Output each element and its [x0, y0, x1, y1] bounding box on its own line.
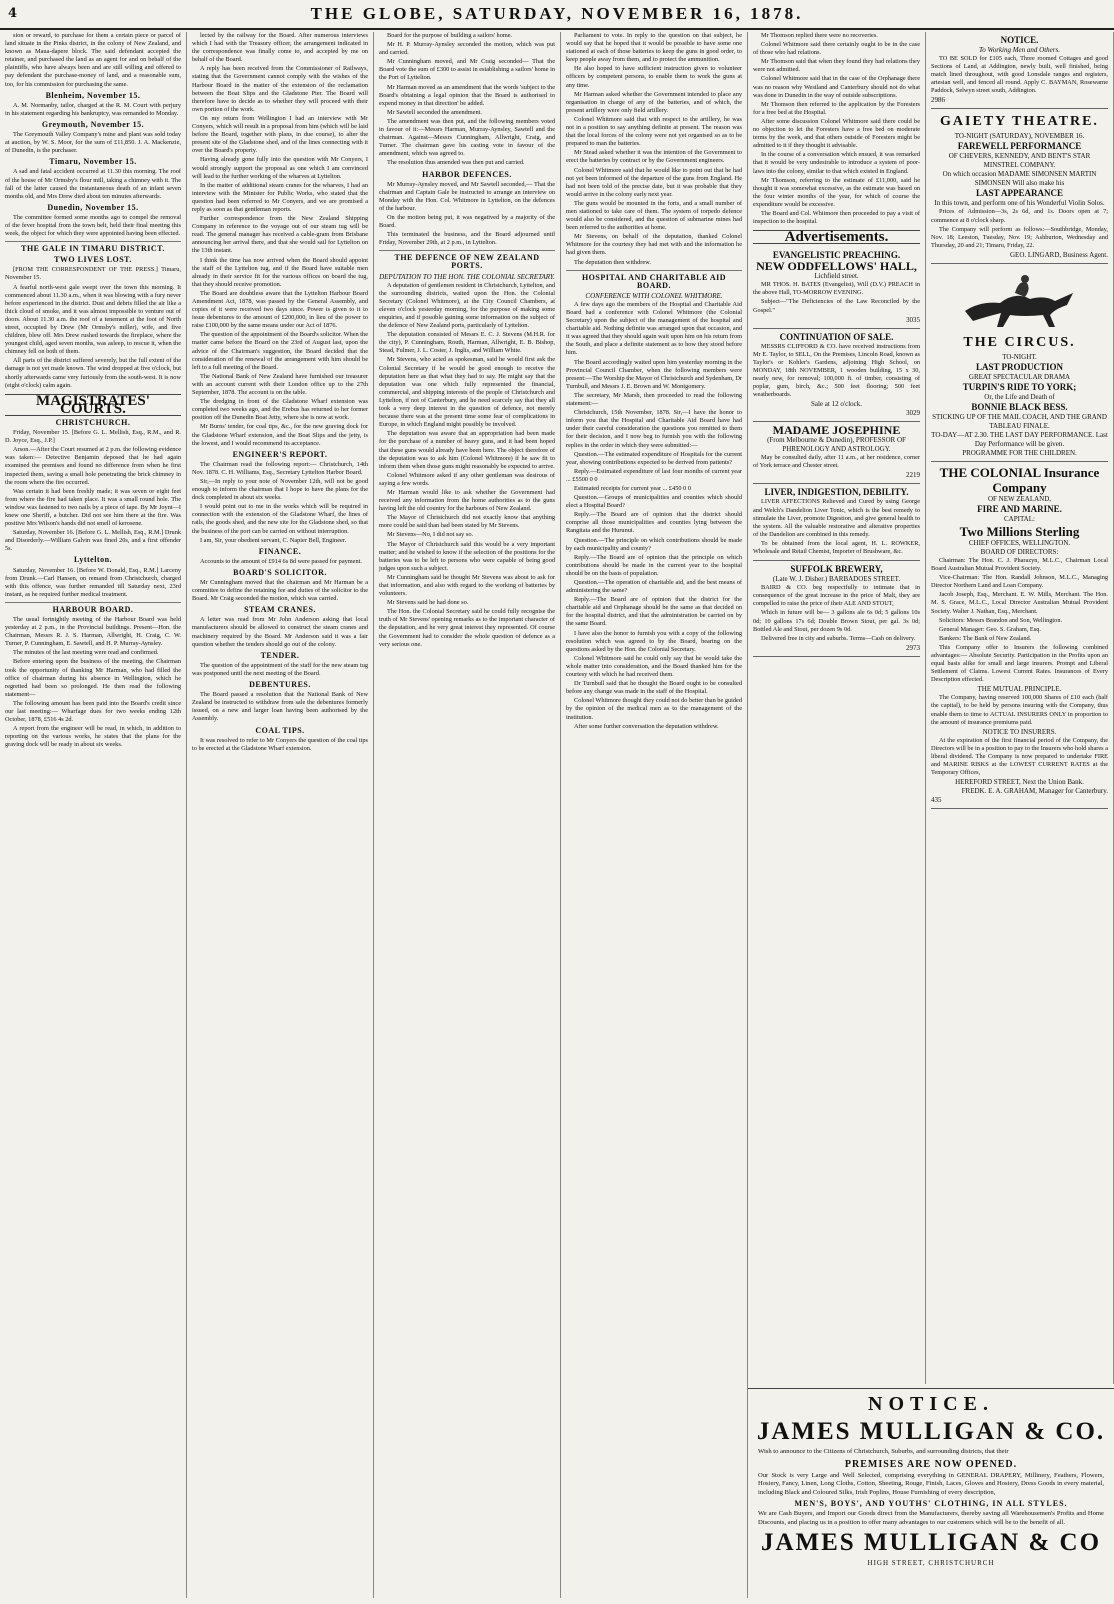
article-paragraph: Mr Stevens, who acted as spokesman, said he would first ask the Colonial Secretary if he would be good enough to receive the deputation here as that what they had to say. He might say that the deputation was one which fully represented the financial, commercial, and shipping interests of the people of Christchurch and Lyttelton, if not of Canterbury, and he need scarcely say that they all took a very deep interest in the question of defence, not merely because there was at the present time some fear of complications in Europe, in which England might possibly be involved. [379, 356, 555, 429]
article-subheadline: FINANCE. [258, 546, 302, 556]
article-paragraph: Mr Harman moved as an amendment that the words 'subject to the Board's obtaining a legal opinion that the Board is authorised to expend money in that direction' be added. [379, 83, 555, 107]
dateline: Greymouth, November 15. [41, 119, 145, 129]
dateline: Blenheim, November 15. [45, 90, 141, 100]
article-paragraph: Reply.—The Board are of opinion that the district for the charitable aid and Orphanage should be the same as that decided on for the hospital district, and that the administration be carried on by the same Board. [566, 596, 742, 628]
article-paragraph: The Hon. the Colonial Secretary said he could fully recognise the truth of Mr Stevens' opening remarks as to the important character of the deputation, and he very great interest they represented. Of course the Government had to consider the whole question of defence as a very serious one. [379, 608, 555, 648]
article-paragraph: Colonel Whitmore said that with respect to the artillery, he was not in a position to say anything definite at present. The reason was that the local forces of the colony were not yet organised so as to be prepared to man the batteries. [566, 115, 742, 148]
ad-heading: CONTINUATION OF SALE. [779, 331, 894, 342]
article-paragraph: I think the time has now arrived when the Board should appoint the staff of the Lyttelton tug, and if the Board have suitable men already in their service fit for the various offices on board the tug, that they should receive promotion. [192, 256, 368, 288]
article-subheadline: STEAM CRANES. [244, 605, 316, 615]
article-paragraph: [FROM THE CORRESPONDENT OF THE PRESS.] Timaru, November 15. [5, 266, 181, 282]
ad-text: CHIEF OFFICES, WELLINGTON. [968, 538, 1071, 547]
article-paragraph: The National Bank of New Zealand have furnished our treasurer with an account current with their London office up to the 27th September, 1878. The account is on the table. [192, 372, 368, 397]
ad-number: 2973 [906, 643, 920, 652]
article-subheadline: ENGINEER'S REPORT. [232, 449, 328, 459]
ad-text: To be obtained from the local agent, H. L. ROWKER, Wholesale and Retail Chemist, Importer of Brushware, &c. [753, 539, 920, 556]
ad-gaiety-theatre [931, 109, 1108, 263]
ad-text: BOARD OF DIRECTORS: [980, 547, 1059, 556]
article-subheadline: TENDER. [260, 650, 300, 660]
article-paragraph: Arson.—After the Court resumed at 2 p.m. the following evidence was taken:— Detective Benjamin deposed that he had again examined the premises and found no difference from when he first inspected them, saving a small hole penetrating the brick chimney in the room where the fire occurred. [5, 446, 181, 486]
article-paragraph: Colonel Whitmore said that in the case of the Orphanage there was no reason why Westland and Canterbury should not do what was done in Dunedin in the way of outside subscriptions. [753, 75, 920, 99]
ad-heading: LAST PRODUCTION [975, 361, 1064, 372]
article-paragraph: Mr Thomson, referring to the estimate of £11,000, said he thought it was somewhat excessive, as the estimate was based on the four winter months of the year, for which of course the expenditure would be excessive. [753, 176, 920, 208]
ad-heading: BONNIE BLACK BESS. [971, 401, 1068, 412]
newspaper-title: THE GLOBE, SATURDAY, NOVEMBER 16, 1878. [310, 4, 804, 23]
article-paragraph: Colonel Whitmore said he could only say that he would take the whole matter into consideration, and the Board thanked him for the courtesy with which he had received them. [566, 654, 742, 679]
article-paragraph: A. M. Normanby, tailor, charged at the R. M. Court with perjury in his statement regarding his bankruptcy, was remanded to Monday. [5, 101, 181, 117]
article-paragraph: Sir,—In reply to your note of November 12th, will not be good enough to inform the chairman that I hope to have the plans for the dock completed in about six weeks. [192, 477, 368, 502]
ad-heading: PREMISES ARE NOW OPENED. [844, 1458, 1018, 1470]
article-paragraph: A fearful north-west gale swept over the town this morning. It commenced about 11.30 a.m., when it was blowing with a fury never before experienced in the district. Dust and debris filled the air like a thick cloud of smoke, and it was almost impossible to venture out of doors. About 11.30 a.m. the roof of a tenement at the foot of North street, occupied by Drew (Mr Ormsby's miller), wife, and five children, blew off. Mrs Drew rushed towards the fireplace, where the youngest child, aged seven months, was asleep, to rescue it, when the chimney fell on both of them. [5, 283, 181, 356]
dateline: Timaru, November 15. [49, 157, 137, 167]
article-paragraph: The guns would be mounted in the forts, and a small number of men stationed to take care of them. The system of torpedo defence would also be considered, and the question of submarine mines had been referred to the authorities at home. [566, 199, 742, 232]
ad-title: MADAME JOSEPHINE [772, 423, 901, 438]
article-paragraph: Colonel Whitmore thought they could not do better than be guided by the opinion of the medical men as to the management of the institution. [566, 697, 742, 721]
article-paragraph: Further correspondence from the New Zealand Shipping Company in reference to the voyage out of our steam tug will be read. The general manager has received a cable-gram from Brisbane announcing her arrival there, and that she would sail for Lyttelton on the 13th instant. [192, 215, 368, 255]
article-subheadline: HARBOR DEFENCES. [422, 169, 512, 179]
ad-heading: MEN'S, BOYS', AND YOUTHS' CLOTHING, IN ALL STYLES. [794, 1499, 1068, 1508]
article-subheadline: DEPUTATION TO THE HON. THE COLONIAL SECRETARY. [379, 272, 555, 281]
article-paragraph: Parliament to vote. In reply to the question on that subject, he would say that he hoped that it would be possible to have some one stationed at each of those batteries to keep the guns in good order, to keep people away from them, and to protect the ammunition. [566, 32, 742, 64]
article-paragraph: He also hoped to have sufficient instruction given to volunteer officers by competent persons, to enable them to work the guns at any time. [566, 65, 742, 89]
ad-text: BAIRD & CO. beg respectfully to intimate that in consequence of the great increase in the price of Malt, they are compelled to raise the price of their ALE AND STOUT, [753, 584, 920, 608]
ad-text: Which in future will be— 3 gallons ale 6s 0d; 5 gallons 10s 0d; 10 gallons 17s 6d; Double Brown Stout, per gal. 3s 0d; Bottled Ale and Stout, per dozen 9s 0d. [753, 609, 920, 633]
column-4 [561, 32, 748, 1598]
page-number: 4 [8, 6, 18, 21]
article-paragraph: sion or reward, to purchase for them a certain piece or parcel of land situate in the Pinks district, in the colony of New Zealand, and known as Maua-dapere block. The said defendant accepted the retainer, and purchased the land as an agent for and on behalf of the plaintiffs, who have always been and are still willing and offered to pay defendant the purchase-money of land, and a reasonable sum, too, for his commission for purchasing the same. [5, 32, 181, 88]
article-paragraph: Mr Cunningham said he thought Mr Stevens was about to ask for that information, and also with regard to the working of batteries by volunteers. [379, 573, 555, 598]
ad-subtitle: To Working Men and Others. [979, 46, 1060, 54]
ad-text: Our Stock is very Large and Well Selected, comprising everything in GENERAL DRAPERY, Millinery, Feathers, Flowers, Hosiery, Fancy, Linen, Long Cloths, Cotton, Sheeting, Rouge, Finish, Laces, Gloves and Hosiery, Dress Goods in every material, including Black and Coloured Silks, Irish Poplins, House Furnishing of every description, [758, 1471, 1104, 1496]
article-paragraph: Colonel Whitmore said there certainly ought to be in the case of those who had relations. [753, 41, 920, 57]
article-subheadline: DEBENTURES. [249, 680, 311, 690]
ad-text: PROGRAMME FOR THE CHILDREN. [962, 448, 1077, 457]
ad-text: Wish to announce to the Citizens of Christchurch, Suburbs, and surrounding districts, that their [758, 1448, 1009, 1455]
article-paragraph: Mr Thomson replied there were no recoveries. [761, 32, 878, 39]
ad-heading: EVANGELISTIC PREACHING. [772, 250, 901, 261]
article-paragraph: Mr Stead asked whether it was the intention of the Government to erect the batteries by contract or by the Government engineers. [566, 149, 742, 165]
ad-text: MR THOS. H. BATES (Evangelist), Will (D.V.) PREACH in the above Hall, TO-MORROW EVENING. [753, 281, 920, 297]
article-paragraph: The question of the appointment of the Board's solicitor. When the matter came before the Board on the 23rd of August last, upon the advice of the Chairman's suggestion, the Board decided that the consideration of the renewal of the arrangement with him should be left to a full meeting of the Board. [192, 331, 368, 371]
article-paragraph: The Board passed a resolution that the National Bank of New Zealand be instructed to withdraw from sale the debentures formerly issued, on a new and larger loan having been authorised by the Assembly. [192, 691, 368, 723]
article-paragraph: The resolution thus amended was then put and carried. [387, 159, 525, 167]
ad-subtitle: OF NEW ZEALAND, [987, 494, 1052, 503]
ad-address: HIGH STREET, CHRISTCHURCH [867, 1559, 995, 1567]
article-paragraph: The usual fortnightly meeting of the Harbour Board was held yesterday at 2 p.m., in the Provincial buildings. Present—Hon. the Chairman, Messrs R. J. S. Harman, Allwright, H. Craig, C. W. Turner, P. Cunningham, E. Sawtell, and H. P. Murray-Aynsley. [5, 616, 181, 648]
article-subheadline: Lyttelton. [73, 555, 113, 565]
ad-firm-name: JAMES MULLIGAN & CO [760, 1529, 1102, 1556]
article-paragraph: Question.—The principle on which contributions should be made by each municipality and county? [566, 536, 742, 552]
article-paragraph: In the matter of additional steam cranes for the wharves, I had an interview with the Minister for Public Works, who stated that the question had been referred to Mr Conyers, and we are promised a reply as soon as that gentleman reports. [192, 181, 368, 213]
ad-text: Sale at 12 o'clock. [810, 400, 863, 409]
article-paragraph: After some discussion Colonel Whitmore said there could be no objection to let the Foresters have a free bed on moderate terms by the week, and that others outside of Foresters might be admitted to it if they thought it advisable. [753, 117, 920, 150]
article-subheadline: BOARD'S SOLICITOR. [233, 567, 327, 577]
article-paragraph: I am, Sir, your obedient servant, C. Napier Bell, Engineer. [200, 536, 347, 544]
article-paragraph: I would point out to me in the works which will be required in connection with the extension of the Gladstone Wharf, the lines of rails, the goods shed, and the new site for the Gladstone shed, so that the business of the port can be carried on without interruption. [192, 503, 368, 535]
ad-text: Prices of Admission—3s, 2s 6d, and 1s. Doors open at 7; commence at 8 o'clock sharp. [931, 208, 1108, 224]
section-headline: Advertisements. [753, 230, 920, 244]
article-paragraph: Mr Cunningham moved that the chairman and Mr Harman be a committee to define the retaining fee and duties of the solicitor to the Board. Mr Craig seconded the motion, which was carried. [192, 579, 368, 603]
ad-text: At the expiration of the first financial period of the Company, the Directors will be in a position to pay to the Insurers who hold shares a liberal dividend. The Company is now prepared to undertake FIRE and MARINE RISKS at the LOWEST CURRENT RATES at the Temporary Offices, [931, 736, 1108, 777]
dateline: Dunedin, November 15. [47, 202, 139, 212]
ad-evangelistic [753, 247, 920, 328]
article-paragraph: A reply has been received from the Commissioner of Railways, stating that the Government cannot comply with the wishes of the Harbour Board in the matter of the extension of the reclamation between the Boat Slips and the Gladstone Pier. The Board will therefore have to decide as to whether they will proceed with their own portion of the work. [192, 65, 368, 113]
masthead [0, 0, 1114, 30]
article-headline: THE GALE IN TIMARU DISTRICT. [21, 244, 165, 254]
article-paragraph: Accounts to the amount of £914 6s 8d were passed for payment. [200, 557, 362, 565]
ad-madame [753, 422, 920, 484]
article-headline: THE DEFENCE OF NEW ZEALAND PORTS. [394, 253, 540, 271]
ad-title: LIVER, INDIGESTION, DEBILITY. [764, 487, 909, 498]
ad-text: LIVER AFFECTIONS Relieved and Cured by using George and Welch's Dandelion Liver Tonic, which is the best remedy to stimulate the Liver, promote Digestion, and give general health to the system. All the valuable restorative and alterative properties of the Dandelion are combined in this remedy. [753, 498, 920, 538]
article-paragraph: The Board accordingly waited upon him yesterday morning in the Provincial Council Chamber, when the following members were present:—The Worship the Mayor of Christchurch and Sydenham, Dr Turnbull, and Messrs J. E. Brown and W. Montgomery. [566, 358, 742, 390]
ad-firm-name: JAMES MULLIGAN & CO. [756, 1418, 1106, 1445]
ad-date: TO-NIGHT (SATURDAY), NOVEMBER 16. [954, 132, 1085, 141]
ad-heading: LAST APPEARANCE [975, 188, 1064, 199]
ad-text: In this town, and perform one of his Wonderful Violin Solos. [934, 199, 1105, 208]
article-paragraph: A sad and fatal accident occurred at 11.30 this morning. The roof of the house of Mr Ormsby's flour mill, taking a chimney with it. The fall of the latter caused the instantaneous death of an infant seven months old, and Mrs Drew died about ten minutes afterwards. [5, 168, 181, 200]
ad-text: Jacob Joseph, Esq., Merchant. E. W. Mills, Merchant. The Hon. M. S. Grace, M.L.C., Local Director Australian Mutual Provident Society. Walter J. Nathan, Esq., Merchant. [931, 591, 1108, 615]
article-paragraph: Mr Cunningham moved, and Mr Craig seconded— That the Board vote the sum of £300 to assist in establishing a sailors' home in the Port of Lyttelton. [379, 58, 555, 82]
article-paragraph: The committee formed some months ago to compel the removal of the fever hospital from the town belt, held their final meeting this week, the object for which they were appointed having been effected. [5, 213, 181, 238]
article-paragraph: Saturday, November 16. [Before G. L. Mellish, Esq., R.M.] Drunk and Disorderly.—William Galvin was fined 20s, and a first offender 5s. [5, 529, 181, 553]
article-paragraph: The dredging in front of the Gladstone Wharf extension was completed two weeks ago, and the Erebus has returned to her former position off the Dunedin Boat Jetty, where she is now at work. [192, 398, 368, 422]
section-headline: MAGISTRATES' COURTS. [5, 394, 181, 416]
article-paragraph: Mr Stevens, on behalf of the deputation, thanked Colonel Whitmore for the courtesy they had met with and the information he had given them. [566, 233, 742, 257]
column-2 [187, 32, 374, 1598]
ad-suffolk [753, 561, 920, 657]
ad-text: This Company offer to Insurers the following combined advantages:— Absolute Security. Participation in the Profits upon an equal basis alike for small and large insurers. Prompt and Liberal Settlement of Claims. Lowest Current Rates. Insurances of Every Description effected. [931, 643, 1108, 684]
ad-text: General Manager: Geo. S. Graham, Esq. [939, 625, 1041, 633]
ad-text: TO-DAY—AT 2.30. THE LAST DAY PERFORMANCE. Last Day Performance will be given. [931, 430, 1108, 448]
ad-text: Delivered free in city and suburbs. Terms—Cash on delivery. [761, 634, 916, 642]
article-paragraph: Saturday, November 16. [Before W. Donald, Esq., R.M.] Larceny from Drunk.—Carl Hansen, on remand from Christchurch, charged with this offence, was further remanded till Saturday next, 23rd instant, as he required further medical treatment. [5, 566, 181, 598]
article-paragraph: Before entering upon the business of the meeting, the Chairman took the opportunity of thanking Mr Harman, who had filled the office of chairman during his absence in Wellington, which he regretted had been so prolonged. He then read the following statement— [5, 658, 181, 698]
ad-cottages [931, 32, 1108, 109]
article-paragraph: The deputation then withdrew. [574, 258, 651, 266]
article-paragraph: Reply.—The Board are of opinion that the principle on which contributions should be made in the current year to the hospital should be on the basis of population. [566, 553, 742, 577]
article-paragraph: A report from the engineer will be read, in which, in addition to reporting on the various works, he states that the plans for the graving dock will be ready in about six weeks. [5, 725, 181, 749]
ad-mulligan [748, 1388, 1114, 1599]
ad-text: May be consulted daily, after 11 a.m., at her residence, corner of York terrace and Chester street. [753, 454, 920, 470]
article-paragraph: The Board and Col. Whitmore then proceeded to pay a visit of inspection to the hospital. [753, 209, 920, 226]
article-paragraph: A letter was read from Mr John Anderson asking that local manufacturers should be allowed to construct the steam cranes and machinery required by the Board. Mr Anderson said it was a fair question whether the tenders should go out of the colony. [192, 616, 368, 648]
article-paragraph: A deputation of gentlemen resident in Christchurch, Lyttelton, and the surrounding districts, waited upon the Hon. the Colonial Secretary (Colonel Whitmore), at the City Council Chambers, at eleven o'clock yesterday morning, for the purpose of making some enquiries, and if possible gaining some information on the subject of the defence of New Zealand ports, particularly of Lyttelton. [379, 281, 555, 330]
ad-label: CAPITAL: [1004, 514, 1035, 523]
ad-liver [753, 484, 920, 561]
article-paragraph: All parts of the district suffered severely, but the full extent of the damage is not yet made known. The wind dropped at five o'clock, but shortly afterwards came very furiously from the south-west. It is now (eight o'clock) calm again. [5, 357, 181, 389]
article-paragraph: On the motion being put, it was negatived by a majority of the Board. [379, 213, 555, 230]
ad-circus [931, 264, 1108, 462]
article-paragraph: Dr Turnbull said that he thought the Board ought to be consulted before any change was made in the staff of the Hospital. [566, 680, 742, 696]
ad-text: STICKING UP OF THE MAIL COACH, AND THE GRAND TABLEAU FINALE. [932, 412, 1107, 430]
article-paragraph: Mr Murray-Aynsley moved, and Mr Sawtell seconded,— That the chairman and Captain Gale be instructed to arrange an interview on Monday with the Hon. Col. Whitmore in Lyttelton, on the defences of the harbour. [379, 180, 555, 212]
article-paragraph: Colonel Whitmore asked if any other gentleman was desirous of saying a few words. [379, 471, 555, 487]
article-paragraph: Question.—Groups of municipalities and counties which should elect a Hospital Board? [566, 494, 742, 510]
ad-title: SUFFOLK BREWERY, [790, 564, 883, 575]
article-paragraph: Having already gone fully into the question with Mr Conyers, I would strongly support the proposal as one which I am convinced will lead to the further working of the wharves at Lyttelton. [192, 156, 368, 180]
article-paragraph: Mr Stevens—No, I did not say so. [387, 531, 474, 539]
ad-text: Or, the Life and Death of [984, 392, 1055, 401]
article-paragraph: I have also the honor to furnish you with a copy of the following resolution which was agreed to by the Board, bearing on the questions asked by the Hon. the Colonial Secretary. [566, 629, 742, 653]
ad-text: On which occasion MADAME SIMONSEN MARTIN SIMONSEN Will also make his [942, 170, 1097, 188]
ad-heading: TURPIN'S RIDE TO YORK; [962, 381, 1077, 392]
ad-heading: Two Millions Sterling [959, 523, 1080, 539]
article-paragraph: Question.—The estimated expenditure of Hospitals for the current year, showing contributions expected to be derived from patients? [566, 450, 742, 466]
article-paragraph: A few days ago the members of the Hospital and Charitable Aid Board had a conference with Colonel Whitmore (the Colonial Secretary) upon the subject of the management of the hospital and charitable aid. Nothing definite was arranged upon that occasion, and it was agreed that they should again wait upon him on his return from the South, and place a definite statement as to how they stood before him. [566, 300, 742, 357]
ad-text: Solicitors: Messrs Brandon and Son, Wellington. [939, 616, 1063, 624]
ad-heading: THE MUTUAL PRINCIPLE. [977, 685, 1062, 694]
article-headline: HOSPITAL AND CHARITABLE AID BOARD. [581, 272, 727, 290]
article-paragraph: Question.—The operation of charitable aid, and the best means of administering the same? [566, 579, 742, 595]
ad-subtitle: Lichfield street. [814, 272, 859, 281]
ad-notice-title: NOTICE. [868, 1393, 994, 1415]
article-paragraph: Mr Thomson then referred to the application by the Foresters for a free bed at the Hospital. [753, 100, 920, 116]
ad-title: NOTICE. [1000, 35, 1039, 45]
article-paragraph: This terminated the business, and the Board adjourned until Friday, November 29th, at 2 p.m., in Lyttelton. [379, 231, 555, 247]
ad-number: 3035 [906, 315, 920, 324]
divider [379, 250, 555, 251]
ad-title: THE CIRCUS. [963, 334, 1076, 350]
divider [5, 602, 181, 603]
article-paragraph: Mr Thomson said that when they found they had relations they were not admitted. [753, 58, 920, 74]
ad-text: The Company, having reserved 100,000 Shares of £10 each (half the capital), to be held by persons insuring with the Company, thus enable them to time to ACTUAL INSURERS ONLY in proportion to the amount of insurance premiums paid. [931, 694, 1108, 726]
ad-subtitle: (From Melbourne & Dunedin), PROFESSOR OF PHRENOLOGY AND ASTROLOGY. [767, 436, 906, 454]
article-paragraph: The Board are doubtless aware that the Lyttelton Harbour Board Amendment Act, 1878, was passed by the General Assembly, and copies of it were received two days since. Power is given to it to issue debentures to the amount of £200,000, in lieu of the power to raise £100,000 by the same means under our Act of 1876. [192, 289, 368, 330]
ad-text: GEO. LINGARD, Business Agent. [1010, 250, 1108, 259]
ad-text: Subject—"The Deficiencies of the Law Reconciled by the Gospel." [753, 298, 920, 314]
column-6 [926, 32, 1114, 1384]
article-paragraph: It was resolved to refer to Mr Conyers the question of the coal tips to be erected at the Gladstone Wharf extension. [192, 736, 368, 752]
column-1 [0, 32, 187, 1598]
ad-colonial-insurance [931, 462, 1108, 809]
article-paragraph: The question of the appointment of the staff for the new steam tug was postponed until the next meeting of the Board. [192, 661, 368, 677]
article-paragraph: The Greymouth Valley Company's mine and plant was sold today at auction, by W. S. Moor, for the sum of £11,850. J. A. Mackenzie, of Dunedin, is the purchaser. [5, 131, 181, 155]
horse-rider-illustration-icon [955, 271, 1085, 329]
ad-text: HEREFORD STREET, Next the Union Bank. [955, 778, 1084, 787]
ad-heading: FAREWELL PERFORMANCE [957, 141, 1082, 152]
ad-text: Chairman: The Hon. C. J. Pharazyn, M.L.C., Chairman Local Board Australian Mutual Provident Society. [931, 556, 1108, 573]
ad-heading: FIRE AND MARINE. [977, 503, 1062, 514]
article-paragraph: The minutes of the last meeting were read and confirmed. [13, 649, 159, 657]
article-paragraph: Estimated receipts for current year ... £450 0 0 [574, 484, 691, 492]
ad-text: TO BE SOLD for £105 each, Three roomed Cottages and good Sections of Land, at Addington, newly built, well finished, being match lined throughout, with good Lonsdale ranges and registers, artesian well, and fenced all round. Apply C. BAYMAN, Rosewarne Paddock, Selwyn street south, Addington. [931, 55, 1108, 95]
article-paragraph: Mr Stevens said he had done so. [387, 599, 469, 607]
ad-text: MESSRS CLIFFORD & CO. have received instructions from Mr E. Taylor, to SELL, On the Premises, Lincoln Road, known as Taylor's or Kohler's Gardens, adjoining High School, on MONDAY, 18th NOVEMBER, 1 wooden building, 15 x 30, nearly new, for removal; 100,000 ft. of timber, consisting of poplar, gum, birch, &c.; 500 feet flooring; 500 feet weatherboards. [753, 342, 920, 399]
ad-heading: NOTICE TO INSURERS. [982, 727, 1057, 736]
ad-number: 3029 [906, 409, 920, 418]
article-paragraph: Mr Harman would like to ask whether the Government had received any information from the home authorities as to the guns having left the old country for the harbours of New Zealand. [379, 488, 555, 513]
article-paragraph: The Chairman read the following report:— Christchurch, 14th Nov. 1878. C. H. Williams, Esq., Secretary Lyttelton Harbor Board. [192, 460, 368, 476]
article-headline: HARBOUR BOARD. [52, 604, 134, 614]
article-paragraph: Board for the purpose of building a sailors' home. [387, 32, 513, 39]
divider [5, 241, 181, 242]
ad-title: NEW ODDFELLOWS' HALL, [756, 259, 917, 274]
article-paragraph: Mr H. P. Murray-Aynsley seconded the motion, which was put and carried. [379, 41, 555, 57]
article-subheadline: TWO LIVES LOST. [54, 255, 132, 265]
ad-title: GAIETY THEATRE. [940, 114, 1099, 130]
column-5 [748, 32, 926, 1384]
ad-number: 2986 [931, 96, 945, 105]
article-paragraph: Reply.—The Board are of opinion that the district should comprise all those municipalities and counties lying between the Rangitata and the Hurunui. [566, 511, 742, 535]
article-paragraph: On my return from Wellington I had an interview with Mr Conyers, which will result in a proposal from him (which will be laid before the Board, together with plans, in due course), to alter the present site of the Gladstone shed, and of the lines connecting with it over the Board's property. [192, 114, 368, 155]
ad-text: FREDK. E. A. GRAHAM, Manager for Canterbury. [961, 787, 1108, 796]
ad-text: The Company will perform as follows:—Southbridge, Monday, Nov. 18; Leeston, Tuesday, Nov. 19; Ashburton, Wednesday and Thursday, 20 and 21; Timaru, Friday, 22. [931, 225, 1108, 249]
ad-text: Vice-Chairman: The Hon. Randall Johnson, M.L.C., Managing Director Northern Land and Loan Company. [931, 574, 1108, 590]
article-paragraph: Mr Burns' tender, for coal tips, &c., for the new graving dock for the Gladstone Wharf extension, and the Boat Slips and the jetty, is the lowest, and I would recommend its acceptance. [192, 423, 368, 447]
article-paragraph: After some further conversation the deputation withdrew. [574, 722, 719, 730]
ad-sale [753, 329, 920, 423]
article-subheadline: CHRISTCHURCH. [55, 417, 131, 427]
article-paragraph: Mr Harman asked whether the Government intended to place any organisation in charge of any of the batteries, and of which, the present artillery were only field artillery. [566, 90, 742, 114]
article-paragraph: The Mayor of Christchurch said this would be a very important matter; and he wished to know if the selection of the positions for the batteries was to be left to persons who were capable of being good judges upon such a subject. [379, 540, 555, 572]
ad-title: THE COLONIAL Insurance Company [939, 464, 1100, 495]
article-paragraph: The following amount has been paid into the Board's credit since our last meeting:— Wharfage dues for two weeks ending 12th October, 1878, £516 4s 2d. [5, 699, 181, 724]
ad-text: OF CHEVERS, KENNEDY, AND BENT'S STAR MINSTREL COMPANY. [948, 152, 1091, 170]
article-paragraph: Mr Sawtell seconded the amendment. [387, 108, 482, 116]
article-paragraph: Reply.—Estimated expenditure of last four months of current year ... £5500 0 0 [566, 467, 742, 483]
ad-text: We are Cash Buyers, and Import our Goods direct from the Manufacturers, thereby saving all Warehousemen's Profits and Home Discounts, and placing us in a position to offer many advantages to our customers which will be to the benefit of all. [758, 1510, 1104, 1526]
article-paragraph: Was certain it had been freshly made; it was seven or eight feet from where the fire had taken place. It was a small round hole. The window was fastened to two nails by a piece of tape. By Mr Joynt—I knew one Sheriff, a butcher. Did not see him there at the fire. Was positive Mrs Wilson's hands did not smell of kerosene. [5, 487, 181, 528]
column-3 [374, 32, 561, 1598]
article-paragraph: lected by the railway for the Board. After numerous interviews which I had with the Treasury officer, the arrangement indicated in the correspondence was finally come to, and accepted by me on behalf of the Board. [192, 32, 368, 64]
ad-text: GREAT SPECTACULAR DRAMA [968, 372, 1071, 381]
article-paragraph: The amendment was then put, and the following members voted in favour of it:—Messrs Harman, Murray-Aynsley, Sawtell and the chairman. Against—Messrs Cunningham, Allwright, Craig, and Turner. The chairman gave his casting vote in favour of the amendment, which was agreed to. [379, 117, 555, 158]
article-paragraph: In the course of a conversation which ensued, it was remarked that it would be very undesirable to introduce a system of poor-laws into the colony, similar to that which existed in England. [753, 151, 920, 175]
article-paragraph: Christchurch, 15th November, 1878. Sir,—I have the honor to inform you that the Hospital and Charitable Aid Board have had under their careful consideration the questions you remitted to them for their decision, and I now beg to furnish you with the following replies in the order in which they were submitted:— [566, 409, 742, 449]
article-subheadline: COAL TIPS. [255, 725, 305, 735]
ad-text: Bankers: The Bank of New Zealand. [939, 634, 1032, 642]
article-paragraph: Colonel Whitmore said that he would like to point out that he had not yet been informed of the departure of the guns from England. He had not been told of the precise date, but it was probable that they would arrive in the colony early next year. [566, 166, 742, 198]
article-paragraph: The deputation consisted of Messrs E. C. J. Stevens (M.H.R. for the city), P. Cunningham, Routh, Harman, Allwright, E. B. Bishop, Stead, Fulmer, J. L. Coster, J. Inglis, and William White. [379, 331, 555, 355]
ad-subtitle: (Late W. J. Disher.) BARBADOES STREET. [772, 575, 901, 584]
article-paragraph: The Mayor of Christchurch did not exactly know that anything more could be said than had been stated by Mr Stevens. [379, 514, 555, 530]
article-subheadline: CONFERENCE WITH COLONEL WHITMORE. [585, 291, 723, 300]
ad-number: 435 [931, 796, 942, 805]
divider [566, 270, 742, 271]
article-paragraph: The deputation was aware that an appropriation had been made for the purchase of a number of heavy guns, and it had been hoped that these guns would already have been here. The object therefore of the deputation was to ask him (Colonel Whitmore) if he saw fit to inform them when those guns might reasonably be expected to arrive. [379, 430, 555, 470]
article-paragraph: The secretary, Mr Marsh, then proceeded to read the following statement:— [566, 391, 742, 408]
ad-number: 2219 [906, 471, 920, 480]
article-paragraph: Friday, November 15. [Before G. L. Mellish, Esq., R.M., and R. D. Joyce, Esq., J.P.] [5, 429, 181, 445]
ad-text: TO-NIGHT. [1002, 352, 1037, 361]
